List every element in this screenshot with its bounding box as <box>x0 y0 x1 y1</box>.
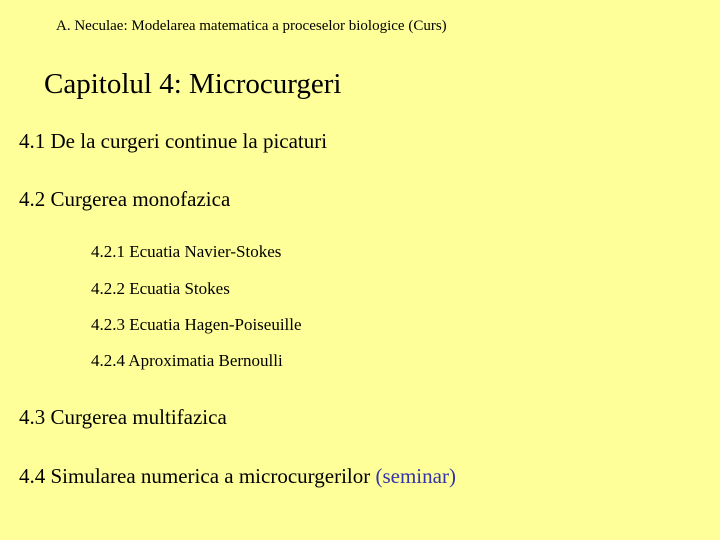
subsection-4-2-3: 4.2.3 Ecuatia Hagen-Poiseuille <box>91 315 302 334</box>
subsection-4-2-2: 4.2.2 Ecuatia Stokes <box>91 279 230 298</box>
subsection-4-2-1: 4.2.1 Ecuatia Navier-Stokes <box>91 242 282 261</box>
section-4-1: 4.1 De la curgeri continue la picaturi <box>19 129 328 153</box>
course-header: A. Neculae: Modelarea matematica a proceselor biologice (Curs) <box>56 18 447 34</box>
section-4-4 <box>19 464 456 489</box>
section-4-3: 4.3 Curgerea multifazica <box>19 405 227 429</box>
section-4-4-label: 4.4 Simularea numerica a microcurgerilor <box>19 464 371 488</box>
section-4-2: 4.2 Curgerea monofazica <box>19 187 231 211</box>
chapter-title: Capitolul 4: Microcurgeri <box>44 68 342 100</box>
subsection-4-2-4: 4.2.4 Aproximatia Bernoulli <box>91 351 283 370</box>
seminar-note: (seminar) <box>375 464 456 488</box>
